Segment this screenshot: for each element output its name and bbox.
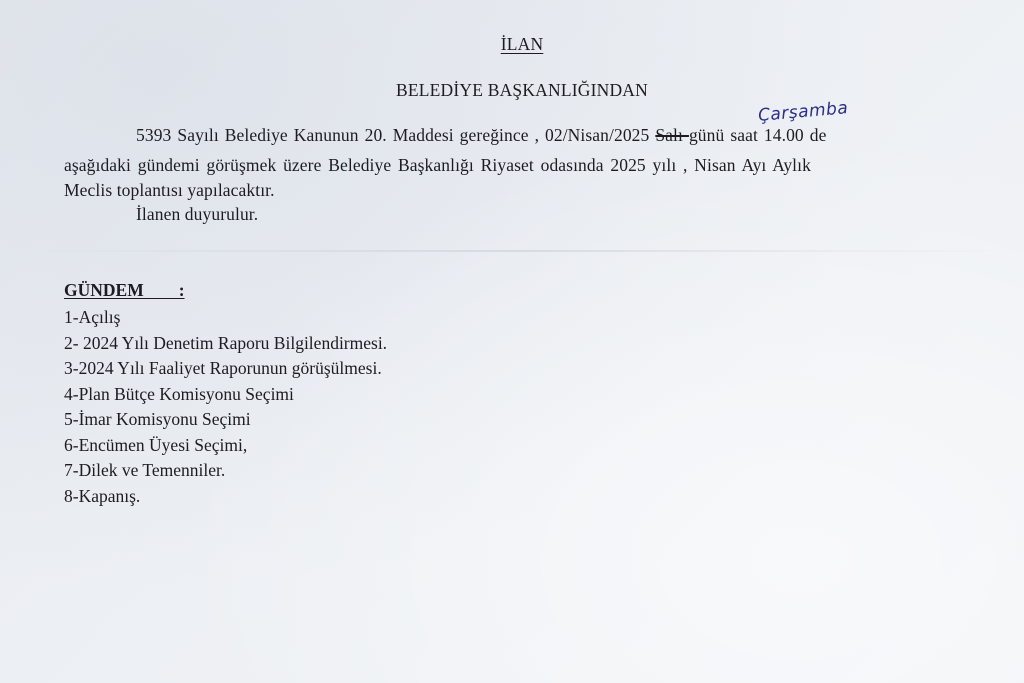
handwritten-correction: Çarşamba (757, 98, 850, 126)
issuer-heading: BELEDİYE BAŞKANLIĞINDAN (395, 80, 648, 100)
agenda-item: 4-Plan Bütçe Komisyonu Seçimi (64, 383, 294, 404)
paragraph-line-1-end: günü saat 14.00 de (688, 125, 827, 145)
paper-fold-shadow (0, 250, 1024, 252)
agenda-item: 3-2024 Yılı Faaliyet Raporunun görüşülmesi. (64, 358, 382, 378)
agenda-item: 7-Dilek ve Temenniler. (64, 460, 226, 480)
paragraph-line-2: aşağıdaki gündemi görüşmek üzere Belediye Başkanlığı Riyaset odasında 2025 yılı , Nisan Ayı Aylık (64, 155, 811, 175)
agenda-item: 1-Açılış (64, 307, 121, 327)
notice-title: İLAN (500, 34, 544, 54)
agenda-list (64, 305, 387, 509)
paragraph-line-1-start: 5393 Sayılı Belediye Kanunun 20. Maddesi gereğince , 02/Nisan/2025 (136, 125, 656, 145)
struck-weekday: Salı (655, 125, 689, 145)
agenda-item: 8-Kapanış. (64, 485, 141, 506)
agenda-heading: GÜNDEM : (64, 280, 185, 300)
agenda-item: 5-İmar Komisyonu Seçimi (64, 409, 251, 429)
agenda-item: 2- 2024 Yılı Denetim Raporu Bilgilendirmesi. (64, 332, 388, 353)
agenda-item: 6-Encümen Üyesi Seçimi, (64, 434, 248, 455)
paragraph-line-1 (136, 125, 826, 146)
announcement-closing: İlanen duyurulur. (136, 204, 259, 224)
paragraph-line-3: Meclis toplantısı yapılacaktır. (64, 180, 275, 200)
